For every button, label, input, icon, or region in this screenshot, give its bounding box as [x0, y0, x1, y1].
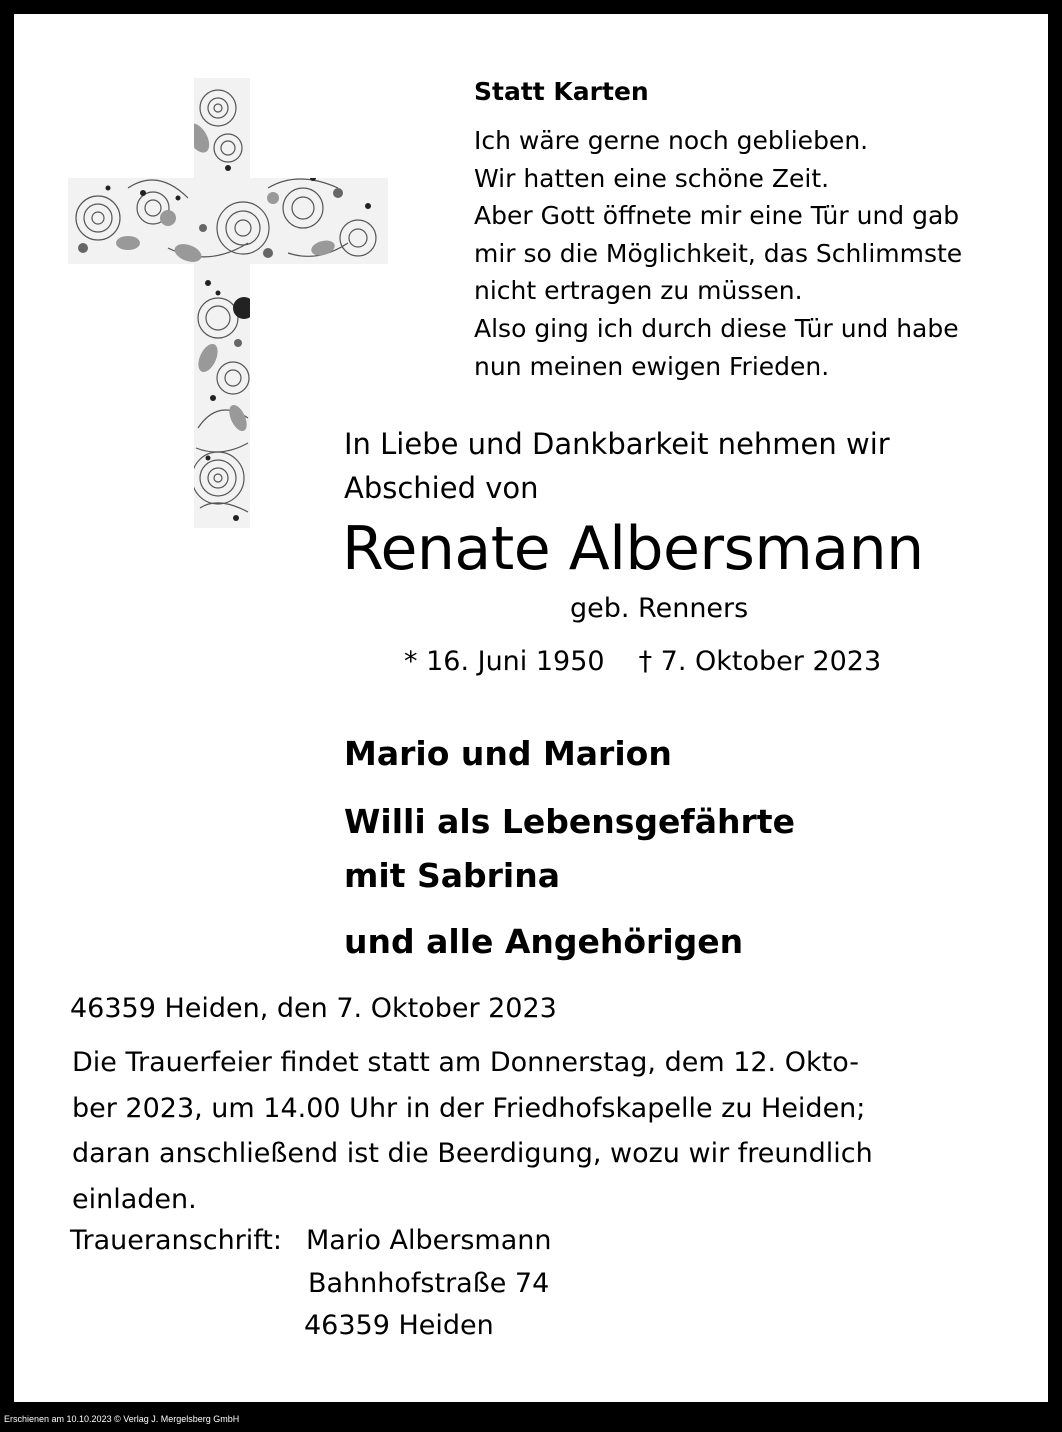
place-date: 46359 Heiden, den 7. Oktober 2023 — [70, 993, 557, 1024]
intro-line: In Liebe und Dankbarkeit nehmen wir — [344, 427, 890, 461]
service-line: Die Trauerfeier findet statt am Donnerstag, dem 12. Okto- — [72, 1047, 859, 1078]
birth-date: * 16. Juni 1950 — [404, 646, 605, 677]
intro-text — [344, 422, 890, 510]
poem-line: Also ging ich durch diese Tür und habe — [474, 313, 959, 343]
poem — [474, 122, 962, 385]
family-line: Mario und Marion — [344, 734, 672, 773]
publication-footer: Erschienen am 10.10.2023 © Verlag J. Mergelsberg GmbH — [4, 1414, 240, 1424]
poem-line: nicht ertragen zu müssen. — [474, 276, 803, 306]
service-line: einladen. — [72, 1183, 197, 1215]
service-line: ber 2023, um 14.00 Uhr in der Friedhofskapelle zu Heiden; — [72, 1092, 866, 1124]
deceased-name: Renate Albersmann — [342, 514, 924, 584]
poem-line: nun meinen ewigen Frieden. — [474, 351, 830, 381]
address-street: Bahnhofstraße 74 — [308, 1268, 550, 1299]
birth-name: geb. Renners — [570, 593, 749, 624]
death-date: † 7. Oktober 2023 — [638, 646, 882, 677]
address-city: 46359 Heiden — [304, 1310, 494, 1341]
poem-line: mir so die Möglichkeit, das Schlimmste — [474, 238, 963, 268]
family-line: und alle Angehörigen — [344, 922, 744, 961]
intro-line: Abschied von — [344, 471, 539, 505]
service-line: daran anschließend ist die Beerdigung, wozu wir freundlich — [72, 1138, 873, 1169]
family-line: Willi als Lebensgefährte — [344, 802, 795, 841]
address-name: Mario Albersmann — [306, 1225, 552, 1256]
obituary-notice — [14, 14, 1048, 1402]
family-line: mit Sabrina — [344, 856, 560, 895]
funeral-service-info — [72, 1040, 873, 1222]
life-dates — [404, 642, 881, 682]
poem-line: Ich wäre gerne noch geblieben. — [474, 126, 869, 155]
poem-line: Aber Gott öffnete mir eine Tür und gab — [474, 201, 960, 231]
poem-heading: Statt Karten — [474, 77, 649, 106]
floral-cross-icon — [68, 78, 388, 528]
poem-line: Wir hatten eine schöne Zeit. — [474, 163, 830, 193]
address-label: Traueranschrift: — [70, 1225, 282, 1256]
